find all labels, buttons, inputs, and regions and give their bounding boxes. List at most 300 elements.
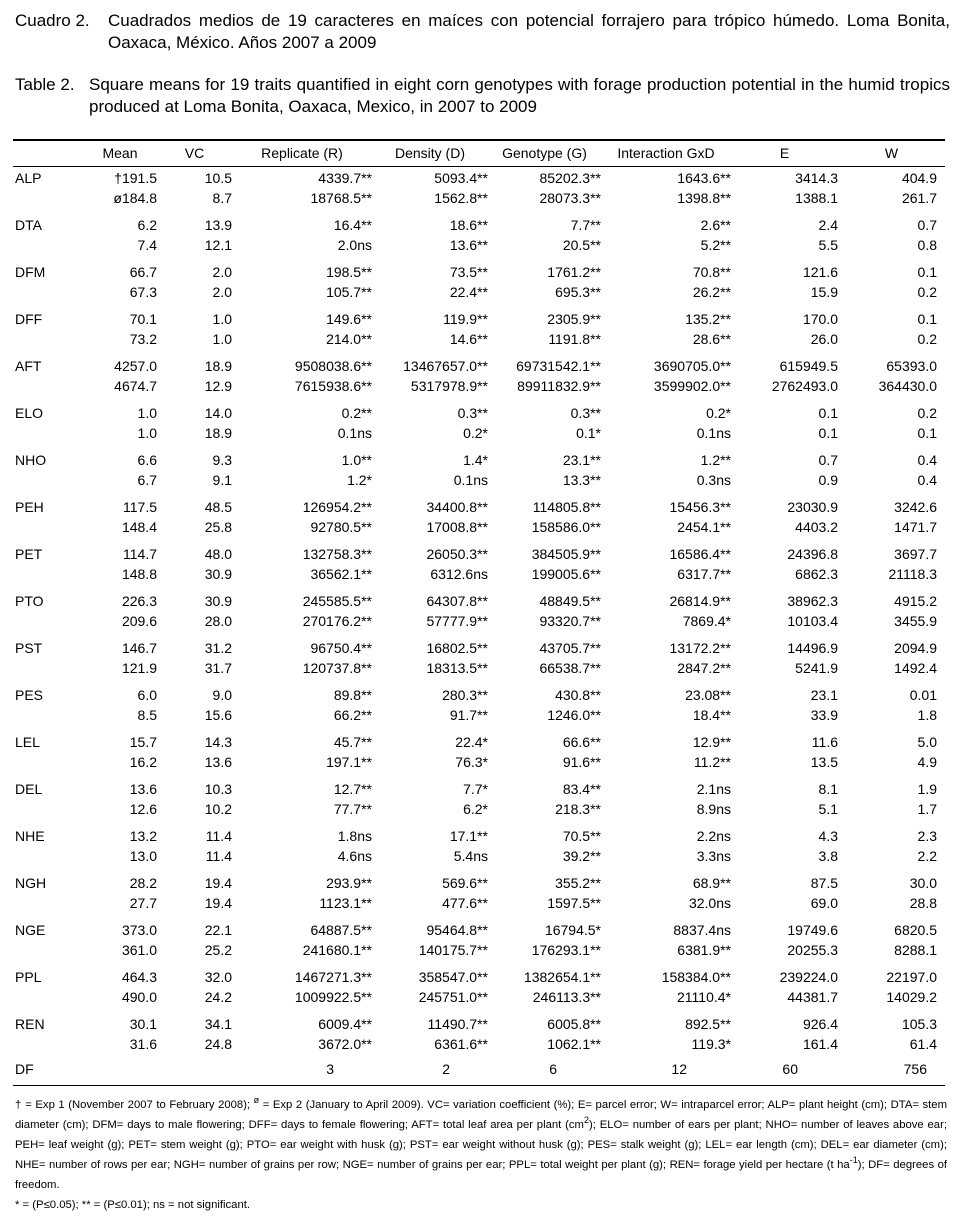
table-cell: 245585.5** [302,593,372,609]
anova-table [13,142,945,1082]
table-row [13,963,945,987]
table-cell: 73.5** [449,264,488,280]
table-cell: 1388.1 [795,190,838,206]
table-cell: 6.2 [137,217,157,233]
table-cell: 16794.5* [544,922,601,938]
table-cell: 12.6 [129,801,157,817]
table-cell: 93320.7** [539,613,601,629]
table-cell: 1.0 [137,425,157,441]
table-cell: 1.9 [917,781,937,797]
table-cell: 261.7 [901,190,937,206]
table-cell: 91.7** [449,707,488,723]
table-cell: 5317978.9** [410,378,488,394]
table-cell: 13467657.0** [403,358,488,374]
table-cell: 6312.6ns [430,566,488,582]
table-cell: 96750.4** [310,640,372,656]
table-cell: 83.4** [562,781,601,797]
table-cell: 1.0 [137,405,157,421]
table-cell: 158586.0** [531,519,601,535]
caption-spanish [15,10,950,54]
table-cell: 28.2 [129,875,157,891]
table-cell: 209.6 [121,613,157,629]
trait-label: PPL [15,969,42,985]
table-cell: 16.4** [333,217,372,233]
trait-label [13,564,83,587]
table-cell: 404.9 [901,170,937,186]
table-cell: 0.1ns [337,425,372,441]
table-cell: 30.9 [204,593,232,609]
table-cell: 9508038.6** [294,358,372,374]
table-row [13,329,945,352]
table-cell: 1.0 [212,311,232,327]
table-cell: 430.8** [555,687,601,703]
table-cell: 158384.0** [661,969,731,985]
table-cell: 91.6** [562,754,601,770]
table-cell: 1062.1** [547,1036,601,1052]
trait-label [13,329,83,352]
table-cell: 5.4ns [453,848,488,864]
table-cell: 1467271.3** [294,969,372,985]
table-cell: 32.0ns [688,895,731,911]
table-cell: 2094.9 [894,640,937,656]
table-cell: 8.9ns [696,801,731,817]
table-cell: 34.1 [204,1016,232,1032]
table-row [13,446,945,470]
trait-label: REN [15,1016,45,1032]
table-cell: 0.01 [909,687,937,703]
table-cell: 0.1ns [453,472,488,488]
column-header: Replicate (R) [261,145,343,161]
trait-label: DTA [15,217,42,233]
caption-english [15,74,950,118]
table-row [13,634,945,658]
table-cell: 5093.4** [434,170,488,186]
table-cell: 12.7** [333,781,372,797]
table-row [13,164,945,188]
table-cell: 70.5** [562,828,601,844]
table-row [13,1010,945,1034]
table-cell: 48.0 [204,546,232,562]
table-cell: 4339.7** [318,170,372,186]
footnote-definitions-b: ); ELO= number of ears per plant; NHO= number of leaves above ear; PEH= leaf weight (g); PET= stem weight (g); PTO= ear weight with husk (g); PST= ear weight without husk (g); PES= stalk weight (g); LEL= ear length (cm); DEL= ear diameter (cm); NHE= number of rows per ear; NGH= number of grains per row; NGE= number of grains per ear; PPL= total weight per plant (g); REN= forage yield per hectare (t ha [15,1119,947,1171]
table-cell: 20.5** [562,237,601,253]
df-value: 756 [903,1061,927,1077]
table-cell: 0.1 [818,405,838,421]
table-cell: 2.1ns [696,781,731,797]
trait-label [13,376,83,399]
table-cell: 2847.2** [677,660,731,676]
table-cell: 6862.3 [795,566,838,582]
table-row [13,587,945,611]
table-cell: 0.8 [917,237,937,253]
table-cell: 61.4 [909,1036,937,1052]
table-row [13,470,945,493]
table-row [13,987,945,1010]
table-cell: 31.6 [129,1036,157,1052]
table-cell: 77.7** [333,801,372,817]
table-row [13,728,945,752]
table-cell: 2.4 [818,217,838,233]
table-cell: 8837.4ns [673,922,731,938]
table-cell: 5.1 [818,801,838,817]
table-cell: 1398.8** [677,190,731,206]
table-cell: 14029.2 [886,989,937,1005]
trait-label: DEL [15,781,43,797]
table-cell: 24.8 [204,1036,232,1052]
table-cell: 13.2 [129,828,157,844]
trait-label [13,1034,83,1057]
trait-label: PET [15,546,43,562]
table-cell: 1.8ns [337,828,372,844]
table-cell: 20255.3 [787,942,838,958]
table-row [13,775,945,799]
table-cell: 32.0 [204,969,232,985]
table-cell: 6009.4** [318,1016,372,1032]
trait-label [13,705,83,728]
table-cell: 68.9** [692,875,731,891]
table-row [13,211,945,235]
table-row [13,540,945,564]
table-cell: 87.5 [810,875,838,891]
table-cell: 7869.4* [682,613,731,629]
df-label: DF [15,1061,34,1077]
table-row [13,916,945,940]
table-cell: 18768.5** [310,190,372,206]
table-cell: 16.2 [129,754,157,770]
table-cell: 3242.6 [894,499,937,515]
table-cell: 4257.0 [114,358,157,374]
table-cell: 12.9** [692,734,731,750]
table-cell: 9.0 [212,687,232,703]
trait-label [13,987,83,1010]
table-cell: 384505.9** [531,546,601,562]
table-cell: 44381.7 [787,989,838,1005]
table-cell: 1.0** [341,452,372,468]
table-cell: 146.7 [121,640,157,656]
table-cell: 170.0 [802,311,838,327]
table-cell: 0.2* [706,405,731,421]
table-cell: 0.1 [917,311,937,327]
table-cell: 6361.6** [434,1036,488,1052]
column-header: W [884,145,899,161]
table-cell: 45.7** [333,734,372,750]
trait-label [13,423,83,446]
table-cell: 4403.2 [795,519,838,535]
footnote-exp2-symbol: ø [253,1095,260,1106]
table-cell: 64887.5** [310,922,372,938]
table-cell: 0.2* [463,425,488,441]
table-cell: 1.2* [347,472,372,488]
table-cell: 8.1 [818,781,838,797]
table-cell: 2454.1** [677,519,731,535]
table-cell: 2.0ns [337,237,372,253]
table-cell: 89911832.9** [517,378,601,394]
table-cell: 31.2 [204,640,232,656]
table-cell: 92780.5** [310,519,372,535]
table-cell: 2.6** [700,217,731,233]
table-cell: 9.3 [212,452,232,468]
table-cell: 3455.9 [894,613,937,629]
table-cell: 5.5 [818,237,838,253]
table-cell: 10.5 [204,170,232,186]
table-cell: 105.3 [901,1016,937,1032]
table-cell: 11.2** [693,754,731,770]
table-cell: 5.0 [917,734,937,750]
table-cell: 26.0 [810,331,838,347]
table-cell: 66.6** [562,734,601,750]
table-cell: 14.3 [204,734,232,750]
table-cell: 132758.3** [302,546,372,562]
table-row [13,940,945,963]
table-cell: 48849.5** [539,593,601,609]
trait-label: PEH [15,499,44,515]
table-cell: 3697.7 [894,546,937,562]
table-row [13,352,945,376]
table-cell: 10.3 [204,781,232,797]
table-cell: 6820.5 [894,922,937,938]
table-cell: 1.7 [917,801,937,817]
table-row [13,258,945,282]
table-cell: 117.5 [123,499,157,515]
table-cell: 23.1** [562,452,601,468]
table-cell: 6.6 [137,452,157,468]
table-cell: 148.8 [121,566,157,582]
table-row [13,822,945,846]
trait-label [13,611,83,634]
table-cell: 15.7 [129,734,157,750]
table-cell: 14.6** [449,331,488,347]
table-cell: 12.9 [204,378,232,394]
trait-label [13,940,83,963]
table-cell: 149.6** [326,311,372,327]
table-cell: 14496.9 [787,640,838,656]
table-cell: 5241.9 [795,660,838,676]
trait-label: ELO [15,405,44,421]
table-cell: 16802.5** [426,640,488,656]
df-value: 12 [671,1061,687,1077]
table-cell: 4.3 [818,828,838,844]
table-cell: 197.1** [326,754,372,770]
table-cell: 66.7 [129,264,157,280]
table-cell: 24396.8 [787,546,838,562]
table-cell: 114.7 [123,546,157,562]
table-cell: 176293.1** [531,942,601,958]
table-cell: 1471.7 [894,519,937,535]
table-cell: 38962.3 [787,593,838,609]
table-cell: 33.9 [810,707,838,723]
table-cell: 28.6** [692,331,731,347]
table-cell: 36562.1** [310,566,372,582]
column-header: Mean [102,145,138,161]
table-row [13,752,945,775]
table-cell: 26050.3** [426,546,488,562]
table-cell: 5.2** [700,237,731,253]
table-cell: 13.6 [204,754,232,770]
table-cell: 25.8 [204,519,232,535]
caption-english-label: Table 2. [15,75,75,94]
trait-label: PST [15,640,43,656]
table-cell: 0.2 [917,405,937,421]
table-cell: 199005.6** [531,566,601,582]
table-cell: 9.1 [212,472,232,488]
trait-label: PTO [15,593,44,609]
table-row [13,846,945,869]
table-row [13,188,945,211]
table-row [13,564,945,587]
trait-label: DFM [15,264,46,280]
table-cell: 6.7 [137,472,157,488]
table-cell: 28.8 [909,895,937,911]
table-cell: 1643.6** [677,170,731,186]
table-cell: 358547.0** [418,969,488,985]
trait-label [13,188,83,211]
table-row [13,681,945,705]
df-value: 3 [326,1061,334,1077]
trait-label [13,235,83,258]
table-cell: 2305.9** [547,311,601,327]
table-cell: 1.0 [212,331,232,347]
footnote-significance: * = (P≤0.05); ** = (P≤0.01); ns = not significant. [15,1199,251,1211]
table-cell: 615949.5 [779,358,838,374]
table-cell: 355.2** [555,875,601,891]
table-cell: 477.6** [442,895,488,911]
table-cell: 6.2* [463,801,488,817]
footnote-definitions-c: ); DF= degrees of freedom. [15,1159,948,1191]
table-cell: 65393.0 [886,358,937,374]
table-cell: 22.4** [449,284,488,300]
table-cell: †191.5 [114,170,157,186]
table-cell: 280.3** [442,687,488,703]
table-cell: 17.1** [449,828,488,844]
table-cell: 18313.5** [426,660,488,676]
table-cell: 4.6ns [337,848,372,864]
table-cell: 70.1 [129,311,157,327]
table-cell: 73.2 [129,331,157,347]
table-cell: 7.7* [463,781,488,797]
table-cell: 1597.5** [547,895,601,911]
table-cell: 39.2** [562,848,601,864]
table-cell: 25.2 [204,942,232,958]
table-top-rule [13,139,945,141]
table-cell: 3599902.0** [653,378,731,394]
table-cell: 490.0 [121,989,157,1005]
table-cell: 13.6** [449,237,488,253]
table-cell: 2762493.0 [771,378,838,394]
table-cell: 19.4 [204,895,232,911]
table-cell: 926.4 [802,1016,838,1032]
trait-label: NGH [15,875,47,891]
table-cell: 4.9 [917,754,937,770]
table-cell: 161.4 [802,1036,838,1052]
table-cell: 21110.4* [677,989,731,1005]
table-cell: 57777.9** [426,613,488,629]
table-cell: 2.0 [212,284,232,300]
table-cell: 241680.1** [302,942,372,958]
footnote-abbreviations [15,1095,947,1195]
table-cell: 18.6** [449,217,488,233]
table-row [13,705,945,728]
table-cell: 4674.7 [114,378,157,394]
table-cell: 76.3* [455,754,488,770]
table-cell: ø184.8 [113,190,157,206]
table-cell: 12.1 [204,237,232,253]
footnote-ha-exponent: -1 [849,1155,858,1166]
table-cell: 43705.7** [539,640,601,656]
caption-spanish-label: Cuadro 2. [15,11,90,30]
table-cell: 30.1 [129,1016,157,1032]
table-cell: 22.1 [204,922,232,938]
table-cell: 6.0 [137,687,157,703]
table-cell: 3.8 [818,848,838,864]
table-cell: 0.4 [917,472,937,488]
trait-label: LEL [15,734,40,750]
table-cell: 3414.3 [795,170,838,186]
table-cell: 0.2 [917,284,937,300]
trait-label [13,517,83,540]
table-cell: 7.7** [570,217,601,233]
table-cell: 1123.1** [319,895,372,911]
table-cell: 24.2 [204,989,232,1005]
table-cell: 293.9** [326,875,372,891]
table-cell: 218.3** [555,801,601,817]
table-cell: 0.3** [570,405,601,421]
table-cell: 2.3 [917,828,937,844]
trait-label: NHE [15,828,45,844]
table-cell: 17008.8** [426,519,488,535]
table-row [13,611,945,634]
table-cell: 66.2** [333,707,372,723]
table-cell: 69.0 [810,895,838,911]
table-cell: 10103.4 [787,613,838,629]
table-cell: 198.5** [326,264,372,280]
table-cell: 3690705.0** [653,358,731,374]
df-value [83,1057,157,1082]
trait-label [13,752,83,775]
column-header: Interaction GxD [617,145,715,161]
table-row [13,658,945,681]
table-cell: 140175.7** [418,942,488,958]
table-row [13,399,945,423]
table-cell: 1.8 [917,707,937,723]
table-cell: 7615938.6** [294,378,372,394]
table-cell: 892.5** [685,1016,731,1032]
table-cell: 245751.0** [418,989,488,1005]
table-cell: 11490.7** [427,1016,488,1032]
trait-label: PES [15,687,44,703]
header-row [13,142,945,164]
table-cell: 13.3** [562,472,601,488]
table-cell: 464.3 [121,969,157,985]
table-cell: 3.3ns [696,848,731,864]
table-row [13,799,945,822]
table-cell: 31.7 [204,660,232,676]
table-cell: 1009922.5** [294,989,372,1005]
trait-label [13,470,83,493]
table-row [13,517,945,540]
table-cell: 30.0 [909,875,937,891]
table-cell: 23.08** [685,687,731,703]
trait-label [13,658,83,681]
table-cell: 23030.9 [787,499,838,515]
table-row [13,282,945,305]
table-cell: 135.2** [685,311,731,327]
table-body [13,164,945,1082]
table-cell: 0.7 [818,452,838,468]
table-cell: 66538.7** [539,660,601,676]
footnote-definitions-a: = Exp 2 (January to April 2009). VC= variation coefficient (%); E= parcel error; W= intraparcel error; ALP= plant height (cm); DTA= stem diameter (cm); DFM= days to male flowering; DFF= days to female flowering; AFT= total leaf area per plant (cm [15,1099,947,1131]
footnote-exp1: † = Exp 1 (November 2007 to February 2008); [15,1099,254,1111]
table-cell: 13.9 [204,217,232,233]
